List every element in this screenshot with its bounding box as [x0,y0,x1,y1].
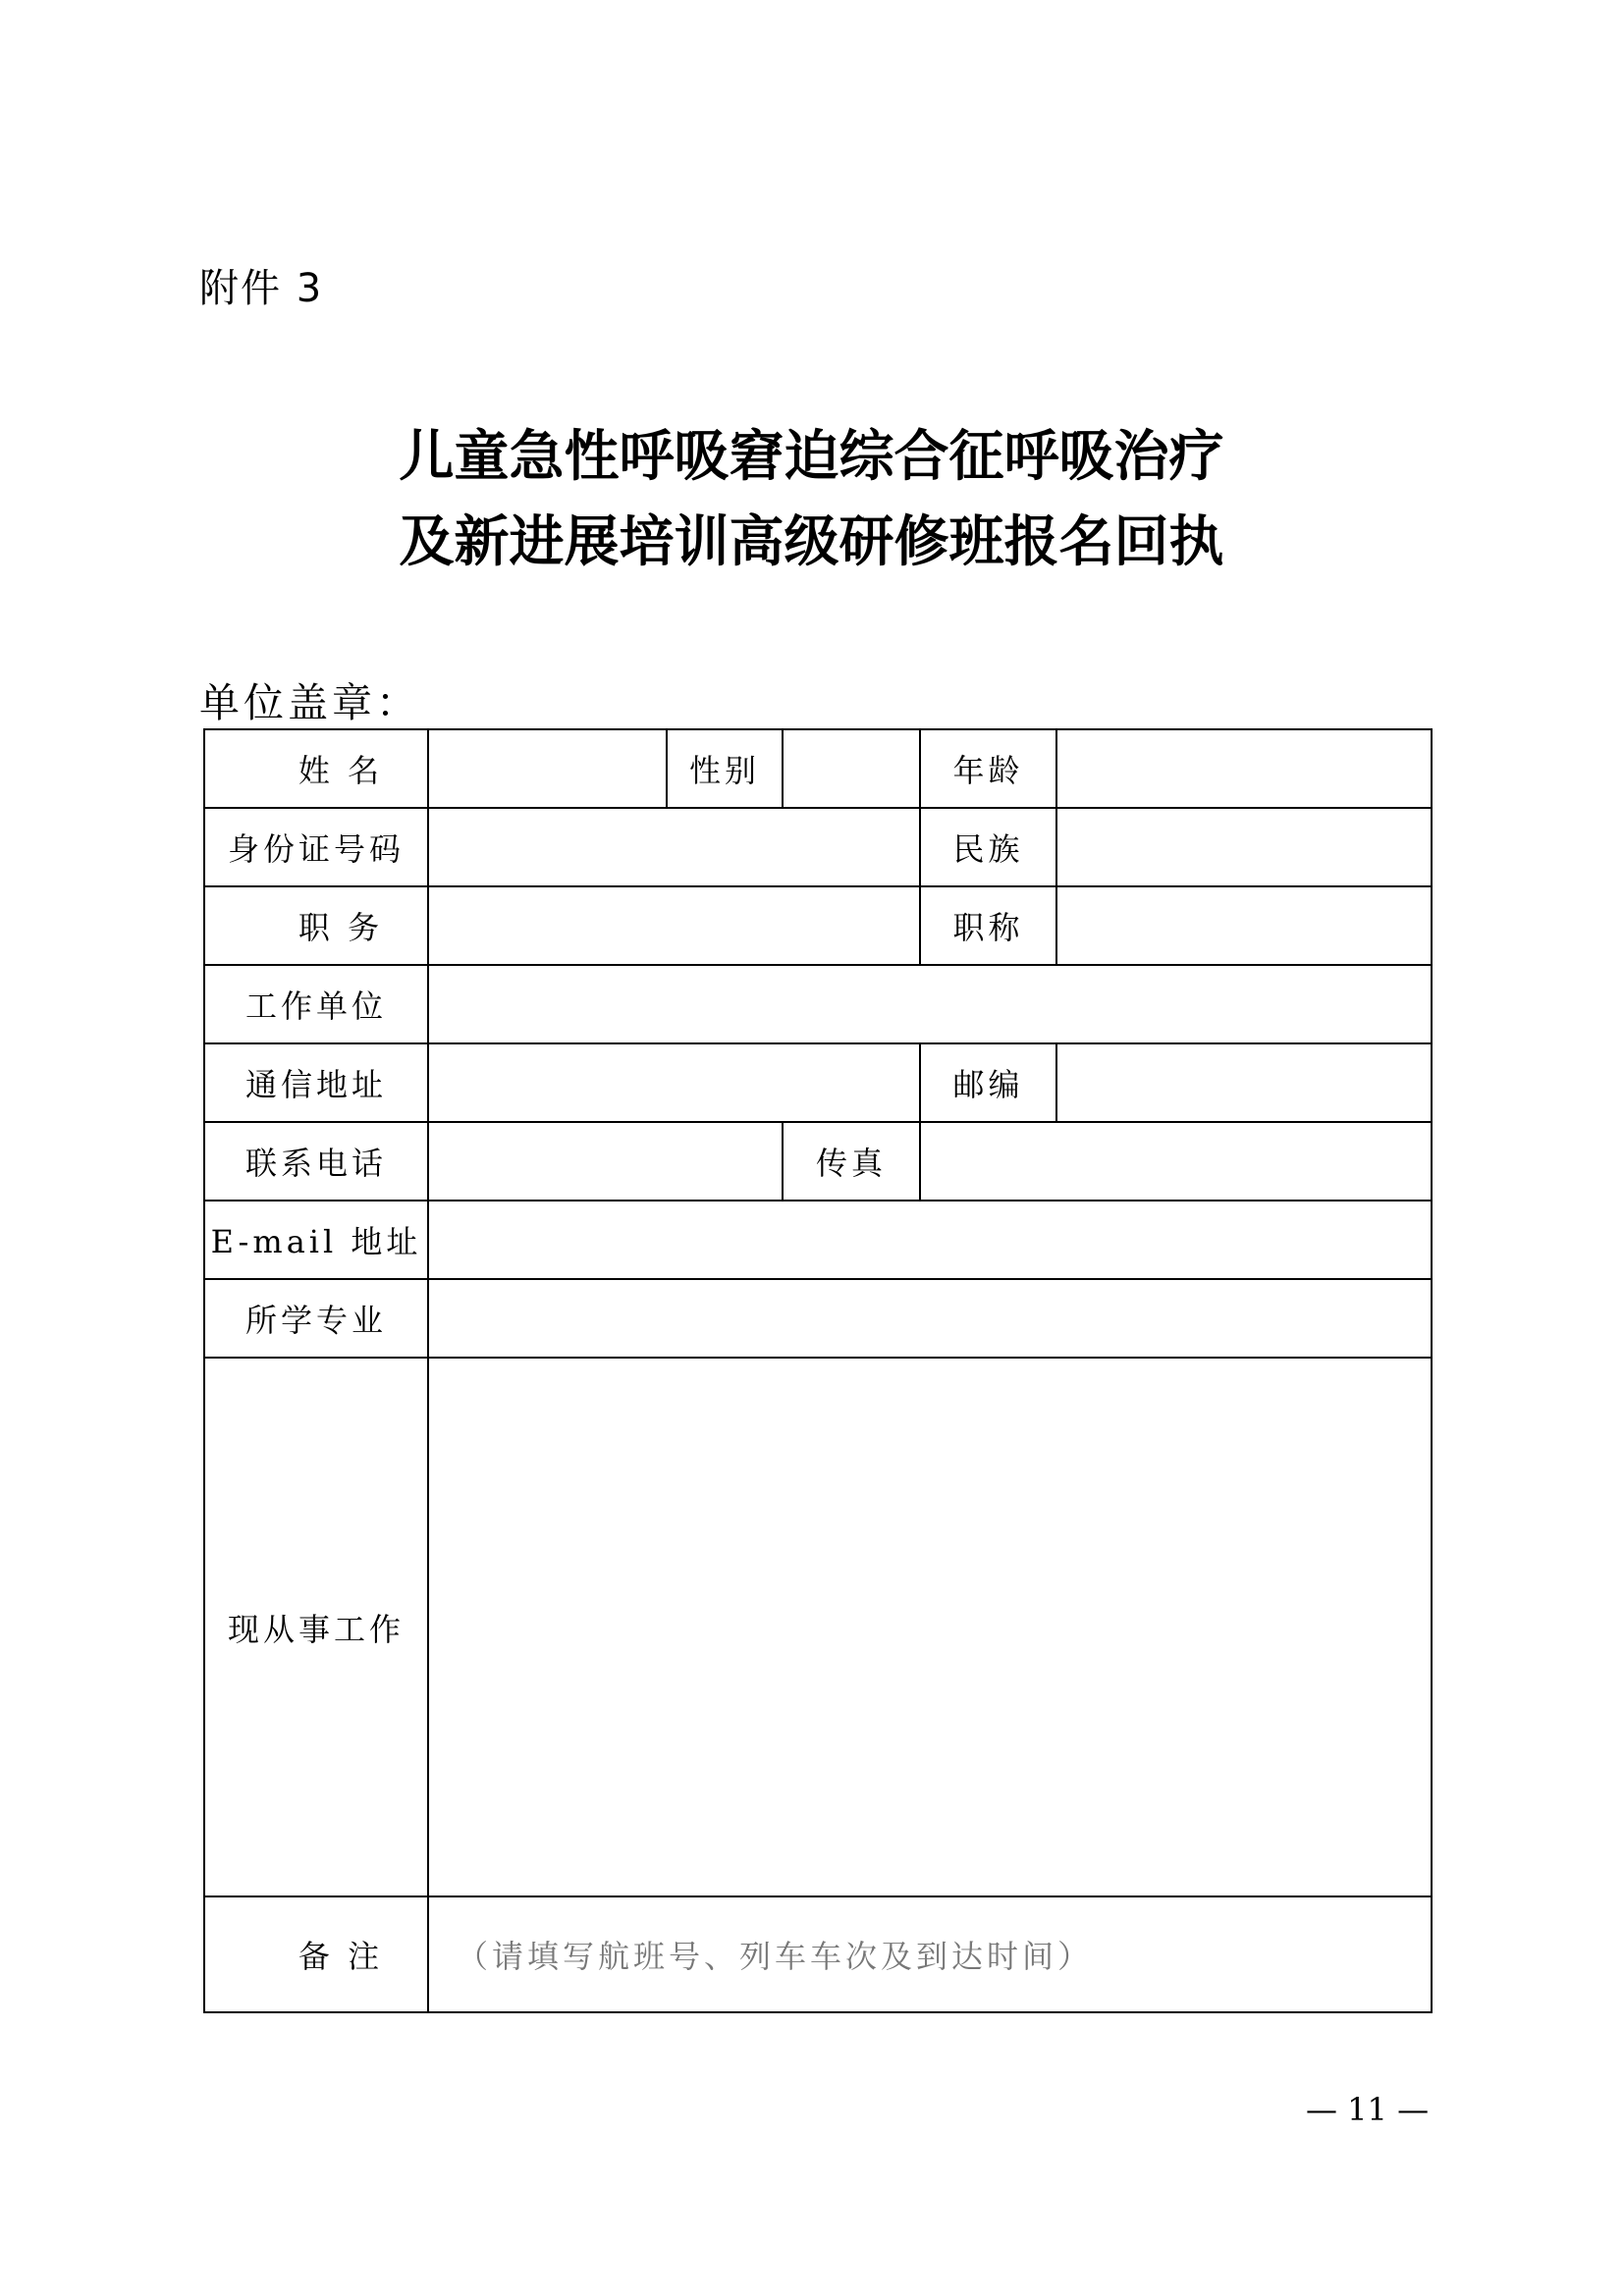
work-unit-label: 工作单位 [204,965,428,1043]
document-title-line-1: 儿童急性呼吸窘迫综合征呼吸治疗 [399,425,1224,489]
position-label: 职 务 [204,886,428,965]
postcode-label: 邮编 [920,1043,1056,1122]
document-title-line-2: 及新进展培训高级研修班报名回执 [399,510,1224,574]
remarks-field[interactable]: （请填写航班号、列车车次及到达时间） [428,1896,1432,2012]
current-work-field[interactable] [428,1358,1432,1896]
fax-label: 传真 [783,1122,920,1201]
name-label: 姓 名 [204,729,428,808]
phone-field[interactable] [428,1122,783,1201]
major-label: 所学专业 [204,1279,428,1358]
phone-label: 联系电话 [204,1122,428,1201]
ethnicity-label: 民族 [920,808,1056,886]
age-field[interactable] [1056,729,1432,808]
page-number: — 11 — [1306,2091,1430,2128]
id-number-field[interactable] [428,808,920,886]
gender-field[interactable] [783,729,920,808]
email-label: E-mail 地址 [204,1201,428,1279]
title-rank-label: 职称 [920,886,1056,965]
attachment-label: 附件 3 [199,266,324,311]
ethnicity-field[interactable] [1056,808,1432,886]
postcode-field[interactable] [1056,1043,1432,1122]
unit-seal-label: 单位盖章： [199,679,420,726]
gender-label: 性别 [667,729,783,808]
position-field[interactable] [428,886,920,965]
current-work-label: 现从事工作 [204,1358,428,1896]
title-rank-field[interactable] [1056,886,1432,965]
remarks-label: 备 注 [204,1896,428,2012]
address-label: 通信地址 [204,1043,428,1122]
name-field[interactable] [428,729,667,808]
major-field[interactable] [428,1279,1432,1358]
id-number-label: 身份证号码 [204,808,428,886]
fax-field[interactable] [920,1122,1432,1201]
age-label: 年龄 [920,729,1056,808]
address-field[interactable] [428,1043,920,1122]
registration-form-table [203,728,1433,2013]
work-unit-field[interactable] [428,965,1432,1043]
email-field[interactable] [428,1201,1432,1279]
